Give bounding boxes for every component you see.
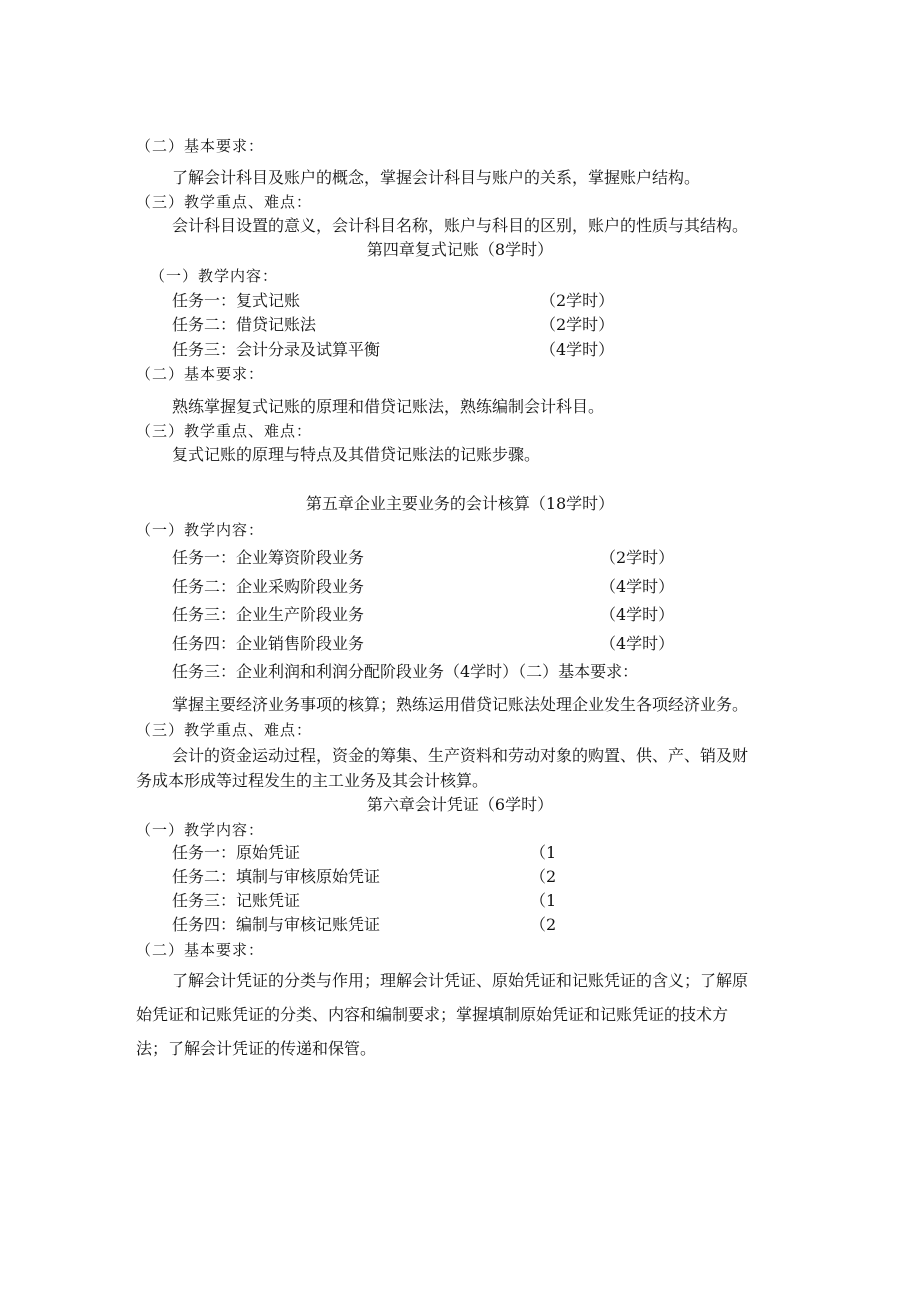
task-hours: （1 <box>530 843 557 862</box>
task-name: 任务一：复式记账 <box>172 291 301 310</box>
task-hours: （2学时） <box>540 291 615 310</box>
task-hours: （4学时） <box>600 605 675 624</box>
paragraph: 务成本形成等过程发生的主工业务及其会计核算。 <box>136 771 489 790</box>
section-heading: （一）教学内容： <box>136 521 265 539</box>
task-hours: （1 <box>530 891 557 910</box>
paragraph: 会计科目设置的意义，会计科目名称，账户与科目的区别，账户的性质与其结构。 <box>172 216 749 235</box>
paragraph: 法；了解会计凭证的传递和保管。 <box>136 1039 377 1058</box>
paragraph: 复式记账的原理与特点及其借贷记账法的记账步骤。 <box>172 445 541 464</box>
task-name: 任务三：企业生产阶段业务 <box>172 605 365 624</box>
task-name: 任务二：借贷记账法 <box>172 315 317 334</box>
section-heading: （二）基本要求： <box>136 137 265 155</box>
task-hours: （4学时） <box>600 634 675 653</box>
paragraph: 会计的资金运动过程，资金的筹集、生产资料和劳动对象的购置、供、产、销及财 <box>172 746 749 765</box>
chapter-title: 第四章复式记账（8学时） <box>366 240 554 259</box>
task-hours: （2 <box>530 867 557 886</box>
task-name: 任务一：企业筹资阶段业务 <box>172 548 365 567</box>
task-hours: （2 <box>530 915 557 934</box>
section-heading: （三）教学重点、难点： <box>136 721 313 739</box>
task-name: 任务二：填制与审核原始凭证 <box>172 867 381 886</box>
section-heading: （二）基本要求： <box>136 941 265 959</box>
section-heading: （三）教学重点、难点： <box>136 193 313 211</box>
section-heading: （一）教学内容： <box>150 267 279 285</box>
task-hours: （4学时） <box>600 577 675 596</box>
paragraph: 掌握主要经济业务事项的核算；熟练运用借贷记账法处理企业发生各项经济业务。 <box>172 695 749 714</box>
paragraph: 了解会计凭证的分类与作用；理解会计凭证、原始凭证和记账凭证的含义；了解原 <box>172 971 749 990</box>
task-hours: （4学时） <box>540 340 615 359</box>
section-heading: （一）教学内容： <box>136 821 265 839</box>
task-name: 任务四：编制与审核记账凭证 <box>172 915 381 934</box>
chapter-title: 第六章会计凭证（6学时） <box>366 795 554 814</box>
task-name: 任务一：原始凭证 <box>172 843 301 862</box>
task-hours: （2学时） <box>540 315 615 334</box>
section-heading: （三）教学重点、难点： <box>136 422 313 440</box>
task-hours: （2学时） <box>600 548 675 567</box>
paragraph: 熟练掌握复式记账的原理和借贷记账法，熟练编制会计科目。 <box>172 397 605 416</box>
task-name: 任务四：企业销售阶段业务 <box>172 634 365 653</box>
task-name: 任务二：企业采购阶段业务 <box>172 577 365 596</box>
paragraph: 始凭证和记账凭证的分类、内容和编制要求；掌握填制原始凭证和记账凭证的技术方 <box>136 1005 729 1024</box>
chapter-title: 第五章企业主要业务的会计核算（18学时） <box>305 494 615 513</box>
task-name: 任务三：会计分录及试算平衡 <box>172 340 381 359</box>
task-line-with-heading: 任务三：企业利润和利润分配阶段业务（4学时）（二）基本要求： <box>172 662 639 681</box>
paragraph: 了解会计科目及账户的概念，掌握会计科目与账户的关系，掌握账户结构。 <box>172 168 701 187</box>
task-name: 任务三：记账凭证 <box>172 891 301 910</box>
section-heading: （二）基本要求： <box>136 365 265 383</box>
